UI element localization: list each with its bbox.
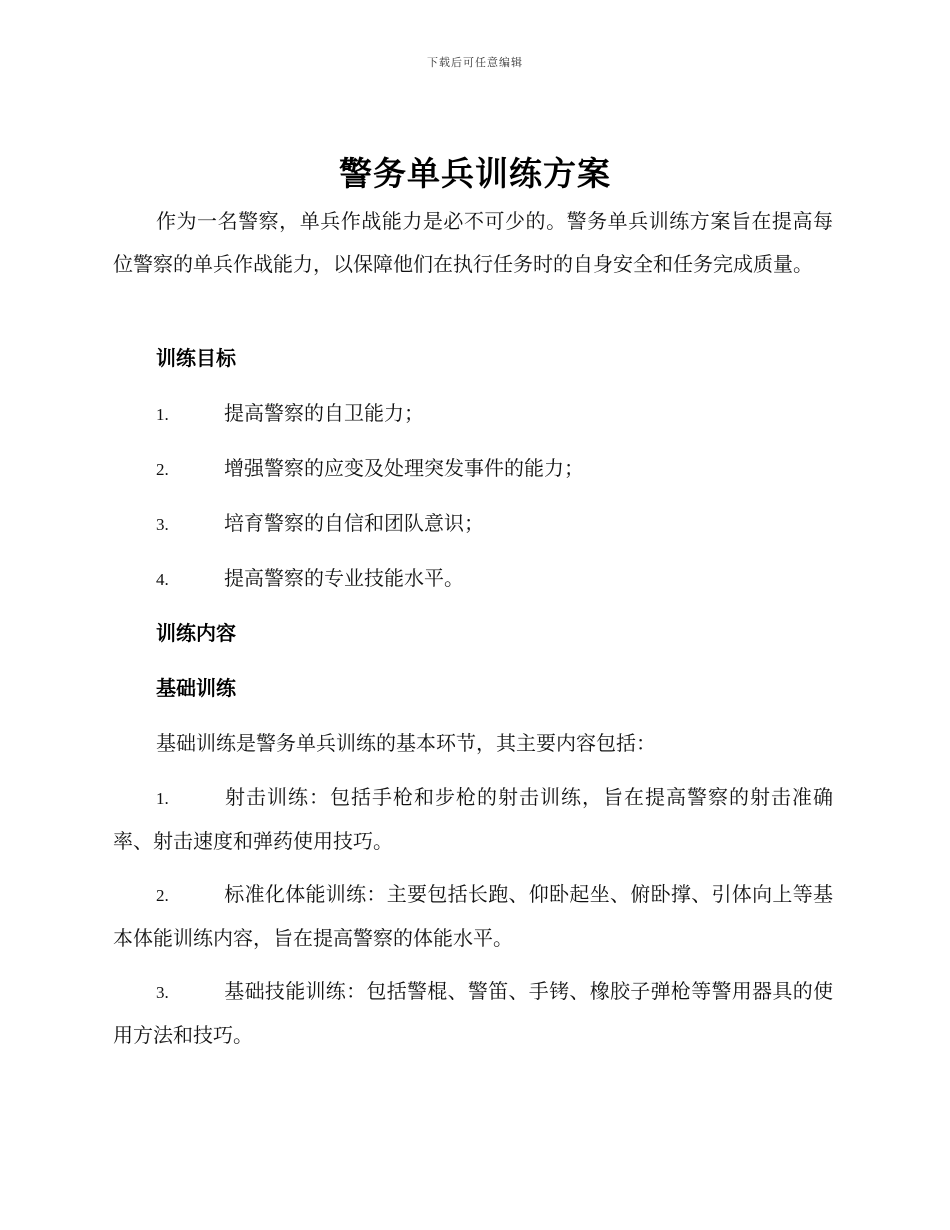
content-item-text: 标准化体能训练：主要包括长跑、仰卧起坐、俯卧撑、引体向上等基本体能训练内容，旨在提高警察的体能水平。	[113, 882, 833, 950]
page-header-note: 下载后可任意编辑	[427, 56, 523, 69]
content-item-number: 1.	[156, 789, 169, 808]
content-item	[113, 873, 833, 960]
section-heading-goals: 训练目标	[156, 346, 236, 370]
content-item-text: 射击训练：包括手枪和步枪的射击训练，旨在提高警察的射击准确率、射击速度和弹药使用技巧。	[113, 785, 833, 853]
section-heading-content: 训练内容	[156, 621, 236, 645]
basic-training-lead: 基础训练是警务单兵训练的基本环节，其主要内容包括：	[156, 731, 656, 755]
content-item	[113, 776, 833, 863]
goal-item-text: 增强警察的应变及处理突发事件的能力；	[224, 456, 584, 480]
goal-item-number: 4.	[156, 570, 169, 589]
goal-item-text: 提高警察的专业技能水平。	[224, 566, 464, 590]
content-item-number: 3.	[156, 983, 169, 1002]
goal-item-text: 提高警察的自卫能力；	[224, 401, 424, 425]
content-item	[113, 970, 833, 1057]
sub-heading-basic-training: 基础训练	[156, 676, 236, 700]
goal-item-number: 1.	[156, 405, 169, 424]
goal-item	[156, 563, 836, 595]
content-item-text: 基础技能训练：包括警棍、警笛、手铐、橡胶子弹枪等警用器具的使用方法和技巧。	[113, 979, 833, 1047]
goal-item	[156, 398, 836, 430]
goal-item	[156, 453, 836, 485]
content-item-number: 2.	[156, 886, 169, 905]
intro-paragraph: 作为一名警察，单兵作战能力是必不可少的。警务单兵训练方案旨在提高每位警察的单兵作战能力，以保障他们在执行任务时的自身安全和任务完成质量。	[113, 209, 833, 276]
goal-item-number: 2.	[156, 460, 169, 479]
document-title: 警务单兵训练方案	[339, 154, 611, 193]
goal-item	[156, 508, 836, 540]
goal-item-number: 3.	[156, 515, 169, 534]
goal-item-text: 培育警察的自信和团队意识；	[224, 511, 484, 535]
